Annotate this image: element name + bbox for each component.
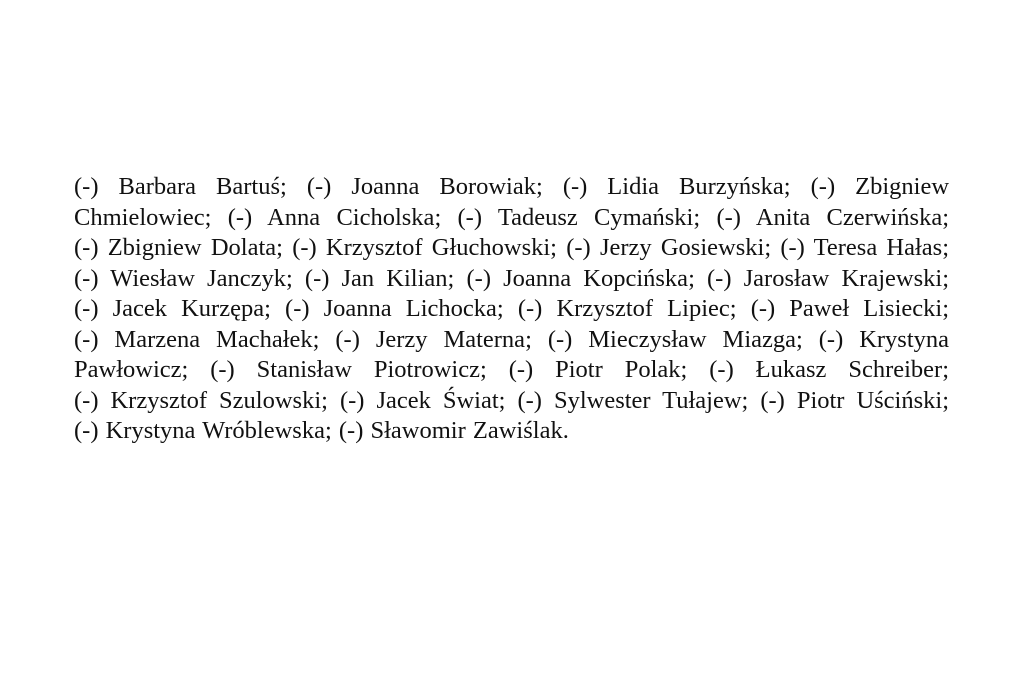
signatory-entry [509, 356, 688, 383]
signatory-entry [74, 265, 293, 292]
signatory-name: Marzena Machałek [114, 325, 313, 353]
signatory-separator: . [562, 417, 569, 444]
signatories-paragraph [74, 172, 949, 447]
signatory-name: Krzysztof Głuchowski [325, 234, 551, 261]
signatory-separator: ; [693, 203, 701, 231]
signatory-name: Jarosław Krajewski [743, 264, 943, 292]
signatory-separator: ; [550, 234, 557, 261]
signatory-entry [518, 295, 737, 322]
signatory-mark: (-) [227, 203, 268, 231]
signatory-name: Krystyna Wróblewska [105, 417, 325, 444]
signatory-name: Łukasz Schreiber [755, 356, 943, 383]
signatory-list [74, 173, 949, 444]
signatory-separator: ; [525, 325, 532, 353]
signatory-name: Lidia Burzyńska [607, 173, 784, 200]
signatory-separator: ; [942, 386, 950, 414]
signatory-mark: (-) [709, 356, 756, 383]
signatory-mark: (-) [292, 234, 326, 261]
signatory-separator: ; [321, 386, 328, 414]
signatory-mark: (-) [285, 295, 324, 322]
signatory-separator: ; [741, 386, 749, 414]
signatory-mark: (-) [74, 173, 119, 200]
signatory-name: Anna Cicholska [267, 203, 435, 231]
signatory-name: Jacek Kurzępa [112, 295, 265, 322]
signatory-mark: (-) [338, 417, 371, 444]
signatory-mark: (-) [74, 325, 115, 353]
signatory-mark: (-) [210, 356, 257, 383]
signatory-mark: (-) [74, 295, 113, 322]
signatory-mark: (-) [547, 325, 589, 353]
signatory-mark: (-) [74, 264, 111, 292]
signatory-name: Sławomir Zawiślak [370, 417, 563, 444]
signatory-name: Wiesław Janczyk [110, 264, 286, 292]
signatory-entry [285, 295, 504, 322]
signatory-mark: (-) [335, 325, 376, 353]
signatory-mark: (-) [566, 234, 600, 261]
signatory-name: Jacek Świat [376, 386, 499, 414]
signatory-mark: (-) [780, 234, 814, 261]
signatory-name: Barbara Bartuś [118, 173, 280, 200]
signatory-mark: (-) [74, 386, 111, 414]
signatory-name: Zbigniew Chmielowiec [74, 173, 950, 231]
signatory-entry [305, 265, 454, 292]
signatory-separator: ; [181, 356, 189, 383]
signatory-name: Piotr Uściński [796, 386, 943, 414]
signatory-mark: (-) [707, 264, 744, 292]
signatory-mark: (-) [818, 325, 860, 353]
signatory-entry [709, 356, 949, 383]
signatory-name: Teresa Hałas [813, 234, 943, 261]
signatory-name: Krzysztof Lipiec [556, 295, 730, 322]
signatory-entry [563, 173, 791, 200]
signatory-separator: ; [729, 295, 737, 322]
signatory-mark: (-) [466, 264, 504, 292]
signatory-separator: ; [535, 173, 543, 200]
signatory-name: Jerzy Gosiewski [599, 234, 765, 261]
signatory-name: Piotr Polak [555, 356, 681, 383]
signatory-separator: ; [285, 264, 293, 292]
signatory-entry [335, 326, 531, 353]
signatory-separator: ; [942, 203, 950, 231]
signatory-mark: (-) [760, 386, 797, 414]
signatory-name: Tadeusz Cymański [497, 203, 694, 231]
signatory-entry [340, 387, 506, 414]
signatory-mark: (-) [750, 295, 790, 322]
signatory-entry [707, 265, 949, 292]
signatory-entry [566, 234, 771, 261]
signatory-mark: (-) [517, 295, 557, 322]
signatory-mark: (-) [306, 173, 352, 200]
signatory-entry [210, 356, 487, 383]
signatory-separator: ; [447, 264, 455, 292]
signatory-name: Joanna Lichocka [323, 295, 497, 322]
signatory-separator: ; [280, 173, 287, 200]
signatory-separator: ; [312, 325, 320, 353]
signatory-separator: ; [680, 356, 688, 383]
signatory-entry [467, 265, 695, 292]
signatory-mark: (-) [304, 264, 342, 292]
signatory-entry [458, 204, 701, 231]
signatory-name: Krystyna Pawłowicz [74, 325, 950, 383]
signatory-entry [74, 417, 332, 444]
signatory-entry [74, 234, 283, 261]
signatory-name: Anita Czerwińska [755, 203, 943, 231]
signatory-name: Paweł Lisiecki [789, 295, 943, 322]
signatory-separator: ; [942, 356, 950, 383]
signatory-separator: ; [942, 234, 950, 261]
signatory-separator: ; [764, 234, 772, 261]
signatory-name: Sylwester Tułajew [553, 386, 742, 414]
signatory-separator: ; [796, 325, 803, 353]
signatory-entry [751, 295, 949, 322]
signatory-name: Jan Kilian [341, 264, 448, 292]
signatory-separator: ; [434, 203, 442, 231]
signatory-name: Mieczysław Miazga [588, 325, 797, 353]
signatory-separator: ; [498, 386, 506, 414]
signatory-separator: ; [324, 417, 332, 444]
signatory-name: Krzysztof Szulowski [110, 386, 322, 414]
signatory-entry [74, 173, 287, 200]
signatory-separator: ; [264, 295, 271, 322]
signatory-mark: (-) [339, 386, 377, 414]
signatory-separator: ; [276, 234, 283, 261]
signatory-mark: (-) [562, 173, 608, 200]
signatory-mark: (-) [457, 203, 498, 231]
signatory-mark: (-) [810, 173, 856, 200]
signatory-mark: (-) [74, 234, 108, 261]
signatory-entry [74, 326, 319, 353]
signatory-entry [307, 173, 543, 200]
signatory-entry [74, 387, 328, 414]
signatory-separator: ; [942, 295, 950, 322]
signatory-entry [74, 295, 271, 322]
signatory-mark: (-) [508, 356, 556, 383]
signatory-name: Jerzy Materna [375, 325, 526, 353]
signatory-entry [517, 387, 748, 414]
signatory-entry [548, 326, 803, 353]
signatory-entry [716, 204, 949, 231]
signatory-mark: (-) [74, 417, 106, 444]
signatory-separator: ; [479, 356, 487, 383]
signatory-name: Joanna Kopcińska [503, 264, 689, 292]
signatory-entry [228, 204, 442, 231]
signatory-separator: ; [496, 295, 504, 322]
signatory-name: Joanna Borowiak [351, 173, 536, 200]
signatory-name: Stanisław Piotrowicz [256, 356, 480, 383]
signatory-mark: (-) [716, 203, 756, 231]
signatory-separator: ; [942, 264, 949, 292]
signatory-entry [339, 417, 569, 444]
signatory-separator: ; [204, 203, 212, 231]
signatory-entry [760, 387, 949, 414]
signatory-entry [780, 234, 949, 261]
signatory-separator: ; [783, 173, 791, 200]
signatory-mark: (-) [517, 386, 554, 414]
signatory-name: Zbigniew Dolata [107, 234, 277, 261]
signatory-entry [292, 234, 557, 261]
signatory-separator: ; [688, 264, 695, 292]
